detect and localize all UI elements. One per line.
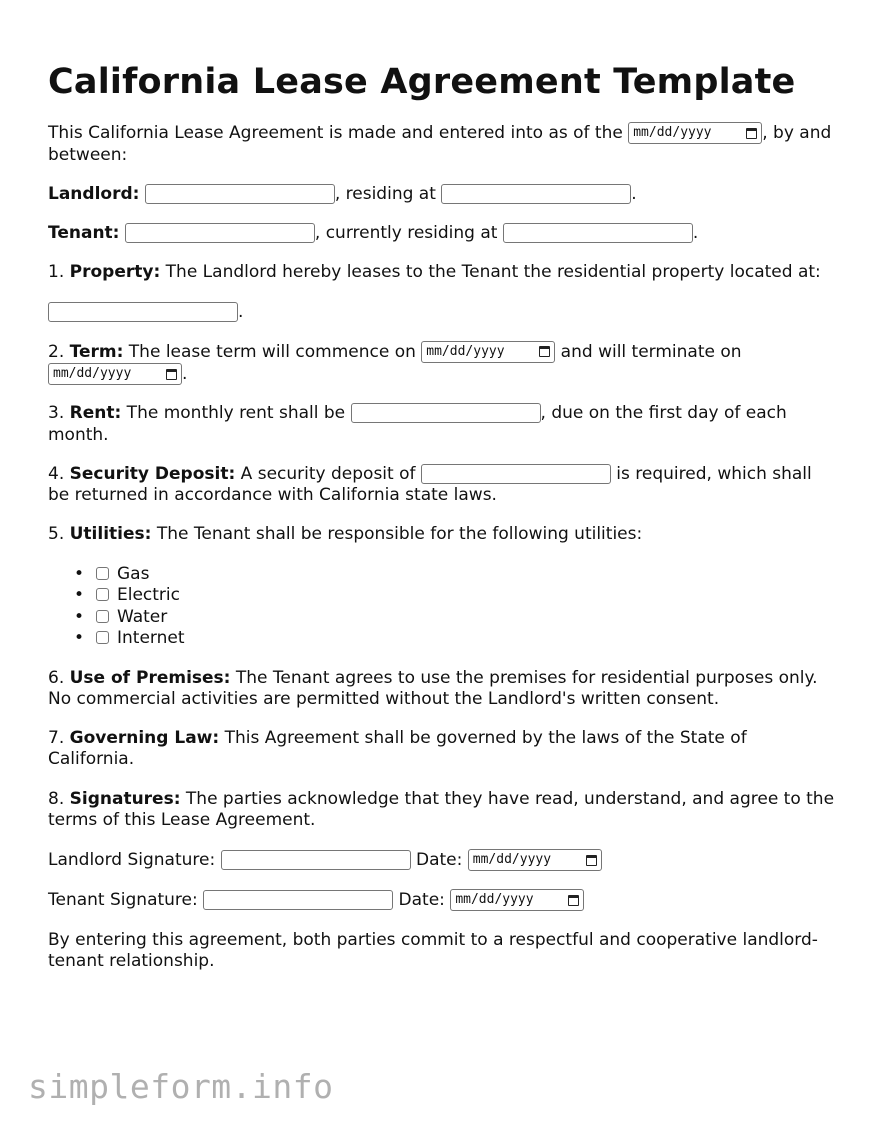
tenant-name-input[interactable]	[125, 223, 315, 243]
utility-label: Gas	[117, 563, 150, 584]
rent-text: The monthly rent shall be	[121, 403, 351, 424]
calendar-icon[interactable]	[166, 369, 177, 380]
deposit-amount-input[interactable]	[421, 464, 611, 484]
utility-label: Electric	[117, 585, 180, 605]
clause-number: 3.	[48, 403, 70, 424]
tenant-signature-input[interactable]	[203, 890, 393, 910]
deposit-text: A security deposit of	[235, 463, 421, 484]
utility-label: Water	[117, 606, 168, 627]
property-address-input[interactable]	[48, 302, 238, 322]
landlord-residing-text: , residing at	[334, 183, 442, 204]
property-text: The Landlord hereby leases to the Tenant the residential property located at:	[160, 262, 821, 283]
tenant-address-input[interactable]	[503, 223, 693, 243]
rent-amount-input[interactable]	[351, 403, 541, 423]
calendar-icon[interactable]	[586, 855, 597, 866]
landlord-signature-label: Landlord Signature:	[48, 850, 221, 870]
utility-water-checkbox[interactable]	[96, 610, 109, 623]
period: .	[182, 364, 188, 384]
date-label: Date:	[410, 850, 468, 870]
list-item	[96, 564, 838, 586]
premises-text: The Tenant agrees to use the premises for residential purposes only. No commercial activities are permitted without the Landlord's written consent.	[48, 667, 818, 709]
lease-end-date-input[interactable]	[48, 363, 182, 385]
closing-paragraph: By entering this agreement, both parties commit to a respectful and cooperative landlord-tenant relationship.	[48, 929, 818, 971]
tenant-label: Tenant:	[48, 223, 120, 243]
tenant-signature-date-input[interactable]	[450, 889, 584, 911]
landlord-signature-line	[48, 849, 838, 871]
clause-number: 6.	[48, 667, 70, 688]
rent-text-2: , due on the first day of each month.	[48, 403, 787, 445]
intro-paragraph	[48, 122, 838, 166]
date-placeholder: mm/dd/yyyy	[633, 125, 712, 141]
signatures-clause	[48, 789, 838, 832]
tenant-residing-text: , currently residing at	[314, 223, 503, 243]
term-label: Term:	[69, 341, 124, 362]
deposit-text-2: is required, which shall be returned in accordance with California state laws.	[48, 463, 812, 505]
date-placeholder: mm/dd/yyyy	[455, 892, 534, 908]
property-label: Property:	[69, 262, 161, 283]
tenant-line	[48, 223, 838, 244]
deposit-clause	[48, 464, 838, 507]
utilities-list	[48, 564, 838, 650]
utilities-clause	[48, 524, 838, 545]
landlord-name-input[interactable]	[145, 184, 335, 204]
utility-internet-checkbox[interactable]	[96, 631, 109, 644]
calendar-icon[interactable]	[568, 895, 579, 906]
landlord-label: Landlord:	[48, 183, 140, 204]
calendar-icon[interactable]	[539, 346, 550, 357]
period: .	[238, 301, 244, 322]
intro-text-end: , by and between:	[48, 123, 832, 165]
period: .	[692, 223, 699, 243]
clause-number: 5.	[48, 524, 70, 545]
term-clause	[48, 341, 838, 386]
law-label: Governing Law:	[69, 728, 220, 748]
premises-label: Use of Premises:	[69, 667, 231, 688]
term-text-2: and will terminate on	[555, 341, 742, 362]
lease-form	[48, 0, 838, 990]
list-item	[96, 585, 838, 607]
clause-number: 2.	[48, 341, 70, 362]
date-label: Date:	[393, 890, 451, 911]
signatures-label: Signatures:	[69, 788, 181, 809]
rent-label: Rent:	[69, 403, 122, 424]
landlord-signature-date-input[interactable]	[468, 849, 602, 871]
term-text: The lease term will commence on	[123, 341, 422, 362]
date-placeholder: mm/dd/yyyy	[426, 343, 505, 359]
landlord-signature-input[interactable]	[221, 850, 411, 870]
list-item	[96, 628, 838, 650]
clause-number: 1.	[48, 262, 70, 283]
clause-number: 7.	[48, 728, 70, 748]
property-address-line	[48, 302, 838, 323]
agreement-date-input[interactable]	[628, 122, 762, 144]
premises-clause	[48, 668, 838, 711]
utility-label: Internet	[117, 628, 185, 648]
landlord-line	[48, 184, 838, 205]
tenant-signature-line	[48, 889, 838, 911]
signatures-text: The parties acknowledge that they have read, understand, and agree to the terms of this Lease Agreement.	[48, 788, 835, 830]
intro-text: This California Lease Agreement is made and entered into as of the	[48, 123, 629, 144]
utilities-text: The Tenant shall be responsible for the following utilities:	[151, 524, 643, 545]
law-clause	[48, 728, 838, 771]
deposit-label: Security Deposit:	[69, 463, 236, 484]
rent-clause	[48, 403, 838, 446]
period: .	[631, 183, 637, 204]
date-placeholder: mm/dd/yyyy	[53, 365, 132, 381]
utility-gas-checkbox[interactable]	[96, 567, 109, 580]
property-clause	[48, 262, 838, 283]
clause-number: 4.	[48, 463, 70, 484]
watermark: simpleform.info	[28, 1067, 334, 1106]
law-text: This Agreement shall be governed by the laws of the State of California.	[48, 728, 747, 770]
utilities-label: Utilities:	[69, 524, 152, 545]
page-title: California Lease Agreement Template	[48, 62, 796, 102]
calendar-icon[interactable]	[746, 128, 757, 139]
list-item	[96, 607, 838, 629]
lease-start-date-input[interactable]	[421, 341, 555, 363]
landlord-address-input[interactable]	[441, 184, 631, 204]
tenant-signature-label: Tenant Signature:	[48, 890, 204, 911]
clause-number: 8.	[48, 788, 70, 809]
utility-electric-checkbox[interactable]	[96, 588, 109, 601]
date-placeholder: mm/dd/yyyy	[472, 851, 552, 867]
